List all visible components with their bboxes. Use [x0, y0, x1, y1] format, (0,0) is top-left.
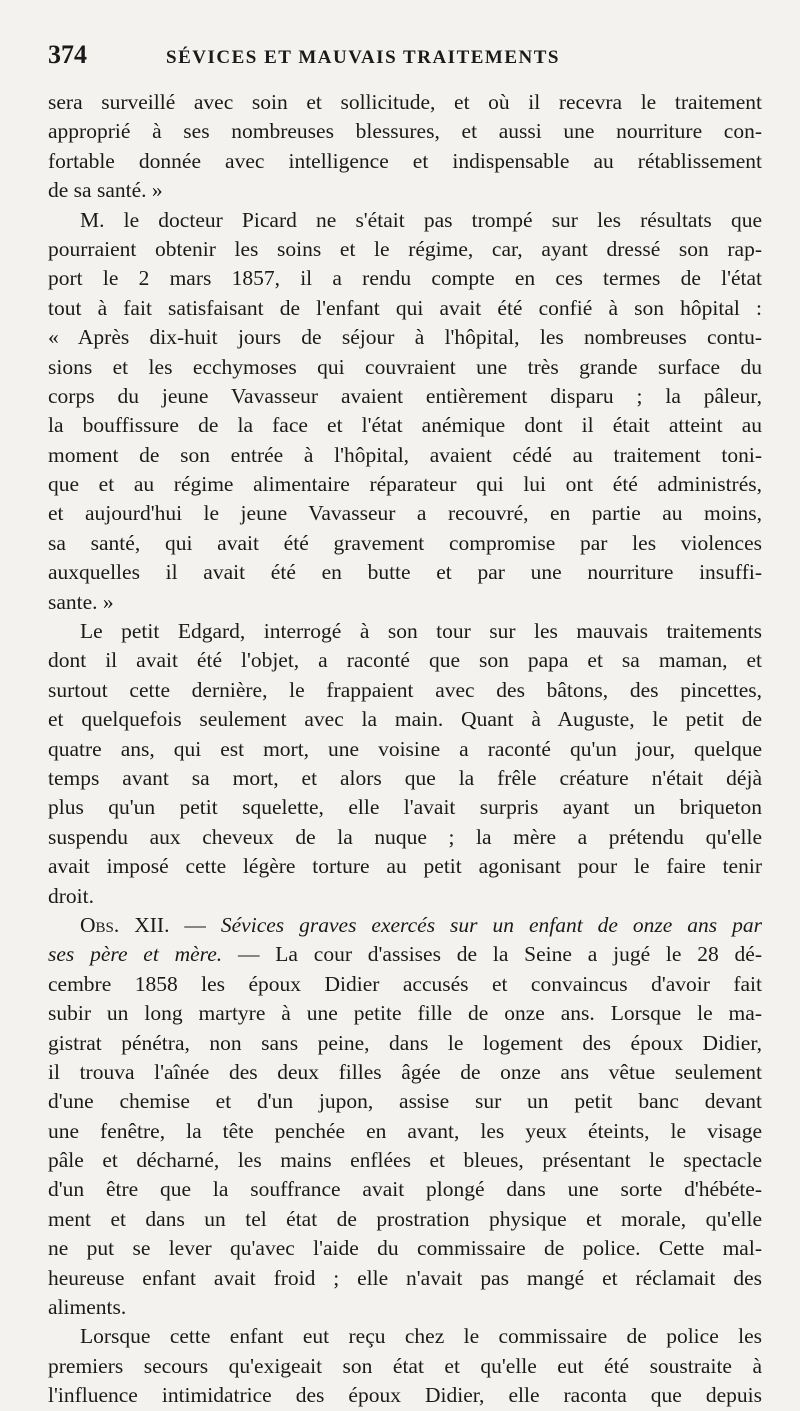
text-line: la bouffissure de la face et l'état anémique dont il était atteint au	[48, 413, 762, 438]
text-line	[48, 940, 762, 969]
observation-title: Sévices graves exercés sur un enfant de onze ans par	[220, 912, 762, 937]
text-line: sions et les ecchymoses qui couvraient une très grande surface du	[48, 354, 762, 379]
text-line: gistrat pénétra, non sans peine, dans le logement des époux Didier,	[48, 1030, 762, 1055]
text-line: subir un long martyre à une petite fille de onze ans. Lorsque le ma-	[48, 1001, 762, 1026]
text-line: surtout cette dernière, le frappaient avec des bâtons, des pincettes,	[48, 677, 762, 702]
text-line	[48, 911, 762, 940]
text-line: et aujourd'hui le jeune Vavasseur a recouvré, en partie au moins,	[48, 501, 762, 526]
text-line: moment de son entrée à l'hôpital, avaient cédé au traitement toni-	[48, 442, 762, 467]
text-line: M. le docteur Picard ne s'était pas trompé sur les résultats que	[80, 207, 762, 232]
running-head: SÉVICES ET MAUVAIS TRAITEMENTS	[166, 47, 560, 68]
text-line: ne put se lever qu'avec l'aide du commissaire de police. Cette mal-	[48, 1236, 762, 1261]
body-text	[48, 88, 762, 1411]
text-line: l'influence intimidatrice des époux Didier, elle raconta que depuis	[48, 1383, 762, 1408]
text-line: suspendu aux cheveux de la nuque ; la mère a prétendu qu'elle	[48, 824, 762, 849]
text-line: fortable donnée avec intelligence et indispensable au rétablissement	[48, 148, 762, 173]
observation-label: Obs. XII.	[80, 912, 170, 937]
page-header	[48, 40, 762, 74]
text-line: avait imposé cette légère torture au petit agonisant pour le faire tenir	[48, 854, 762, 879]
text-line: Le petit Edgard, interrogé à son tour sur les mauvais traitements	[80, 619, 762, 644]
text-line: une fenêtre, la tête penchée en avant, les yeux éteints, le visage	[48, 1118, 762, 1143]
text-line: port le 2 mars 1857, il a rendu compte en ces termes de l'état	[48, 266, 762, 291]
text-line: pourraient obtenir les soins et le régime, car, ayant dressé son rap-	[48, 236, 762, 261]
text-line: tout à fait satisfaisant de l'enfant qui avait été confié à son hôpital :	[48, 295, 762, 320]
text-line: heureuse enfant avait froid ; elle n'avait pas mangé et réclamait des	[48, 1265, 762, 1290]
text-line: et quelquefois seulement avec la main. Quant à Auguste, le petit de	[48, 707, 762, 732]
text-line: dont il avait été l'objet, a raconté que son papa et sa maman, et	[48, 648, 762, 673]
text-line: pâle et décharné, les mains enflées et bleues, présentant le spectacle	[48, 1148, 762, 1173]
text-line: d'une chemise et d'un jupon, assise sur un petit banc devant	[48, 1089, 762, 1114]
text-line: cembre 1858 les époux Didier accusés et convaincus d'avoir fait	[48, 971, 762, 996]
text-line: aliments.	[48, 1295, 127, 1320]
text-line: de sa santé. »	[48, 178, 163, 203]
em-dash: —	[169, 912, 221, 937]
text-line: auxquelles il avait été en butte et par une nourriture insuffi-	[48, 560, 762, 585]
text-line: ment et dans un tel état de prostration physique et morale, qu'elle	[48, 1206, 762, 1231]
text-line: droit.	[48, 883, 94, 908]
text-line: sa santé, qui avait été gravement compromise par les violences	[48, 530, 762, 555]
text-line: « Après dix-huit jours de séjour à l'hôpital, les nombreuses contu-	[48, 325, 762, 350]
text-line: sera surveillé avec soin et sollicitude, et où il recevra le traitement	[48, 90, 762, 114]
text-line: approprié à ses nombreuses blessures, et aussi une nourriture con-	[48, 119, 762, 144]
text-line: quatre ans, qui est mort, une voisine a raconté qu'un jour, quelque	[48, 736, 762, 761]
text-line: premiers secours qu'exigeait son état et qu'elle eut été soustraite à	[48, 1353, 762, 1378]
text-line: corps du jeune Vavasseur avaient entièrement disparu ; la pâleur,	[48, 383, 762, 408]
text-line: que et au régime alimentaire réparateur qui lui ont été administrés,	[48, 472, 762, 497]
text-line: d'un être que la souffrance avait plongé dans une sorte d'hébéte-	[48, 1177, 762, 1202]
text-line: il trouva l'aînée des deux filles âgée de onze ans vêtue seulement	[48, 1059, 762, 1084]
observation-title: ses père et mère.	[48, 942, 223, 967]
line-remainder: — La cour d'assises de la Seine a jugé le 28 dé-	[222, 942, 762, 967]
text-line: temps avant sa mort, et alors que la frêle créature n'était déjà	[48, 765, 762, 790]
text-line: plus qu'un petit squelette, elle l'avait surpris ayant un briqueton	[48, 795, 762, 820]
page-number: 374	[48, 40, 87, 69]
text-line: Lorsque cette enfant eut reçu chez le commissaire de police les	[80, 1324, 762, 1349]
text-line: sante. »	[48, 589, 114, 614]
